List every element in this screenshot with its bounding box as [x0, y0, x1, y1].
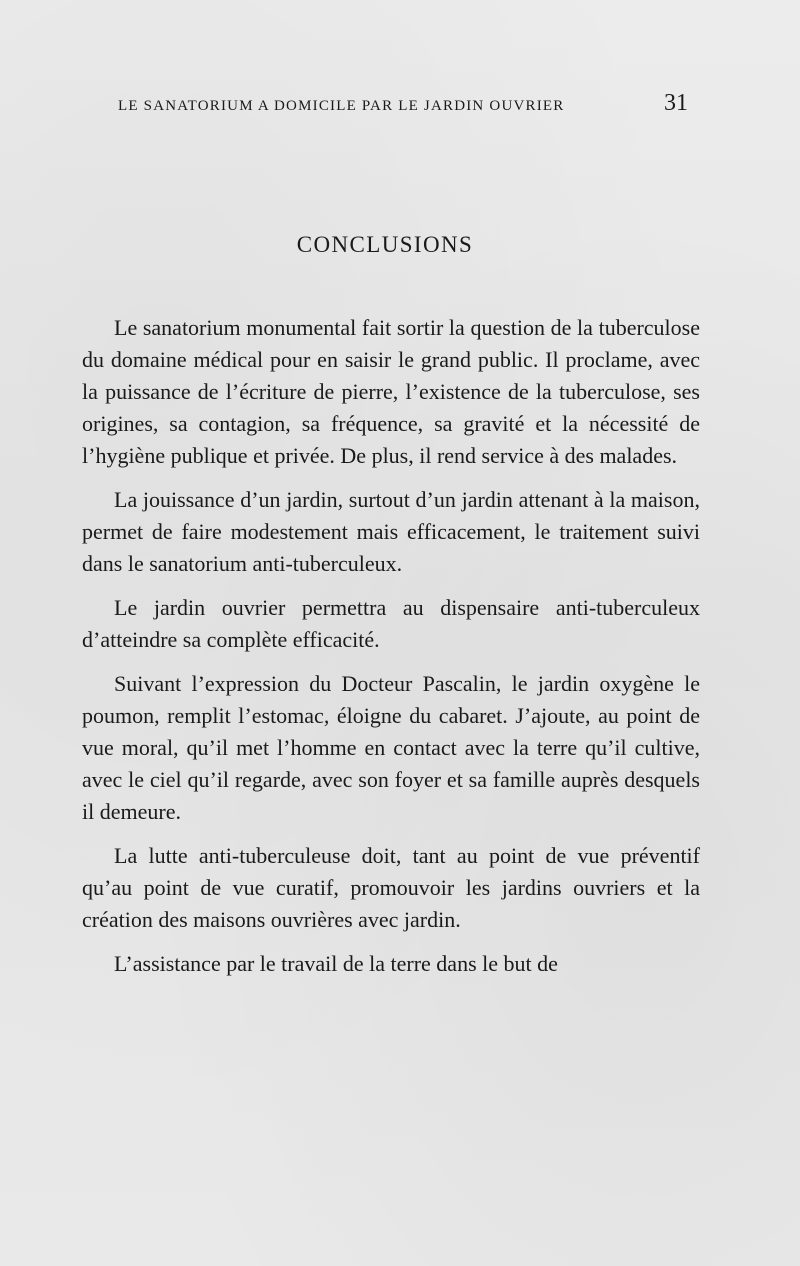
- page-number: 31: [664, 90, 688, 116]
- running-title: LE SANATORIUM A DOMICILE PAR LE JARDIN OUVRIER: [118, 98, 565, 114]
- running-header: [118, 90, 688, 117]
- paragraph: La lutte anti-tuberculeuse doit, tant au point de vue préventif qu’au point de vue curatif, promouvoir les jardins ouvriers et la création des maisons ouvrières avec jardin.: [82, 843, 700, 932]
- paragraph: L’assistance par le travail de la terre dans le but de: [114, 951, 558, 976]
- paragraph: Le sanatorium monumental fait sortir la question de la tuberculose du domaine médical pour en saisir le grand public. Il proclame, avec la puissance de l’écriture de pierre, l’existence de la tuberculose, ses origines, sa contagion, sa fréquence, sa gravité et la nécessité de l’hygiène publique et privée. De plus, il rend service à des malades.: [82, 315, 700, 468]
- body-text: [82, 312, 700, 992]
- section-title: CONCLUSIONS: [296, 232, 474, 257]
- paragraph: Le jardin ouvrier permettra au dispensaire anti-tuberculeux d’atteindre sa complète efficacité.: [82, 595, 700, 652]
- paragraph: Suivant l’expression du Docteur Pascalin, le jardin oxygène le poumon, remplit l’estomac, éloigne du cabaret. J’ajoute, au point de vue moral, qu’il met l’homme en contact avec la terre qu’il cultive, avec le ciel qu’il regarde, avec son foyer et sa famille auprès desquels il demeure.: [82, 671, 700, 824]
- paragraph: La jouissance d’un jardin, surtout d’un jardin attenant à la maison, permet de faire modestement mais efficacement, le traitement suivi dans le sanatorium anti-tuberculeux.: [82, 487, 700, 576]
